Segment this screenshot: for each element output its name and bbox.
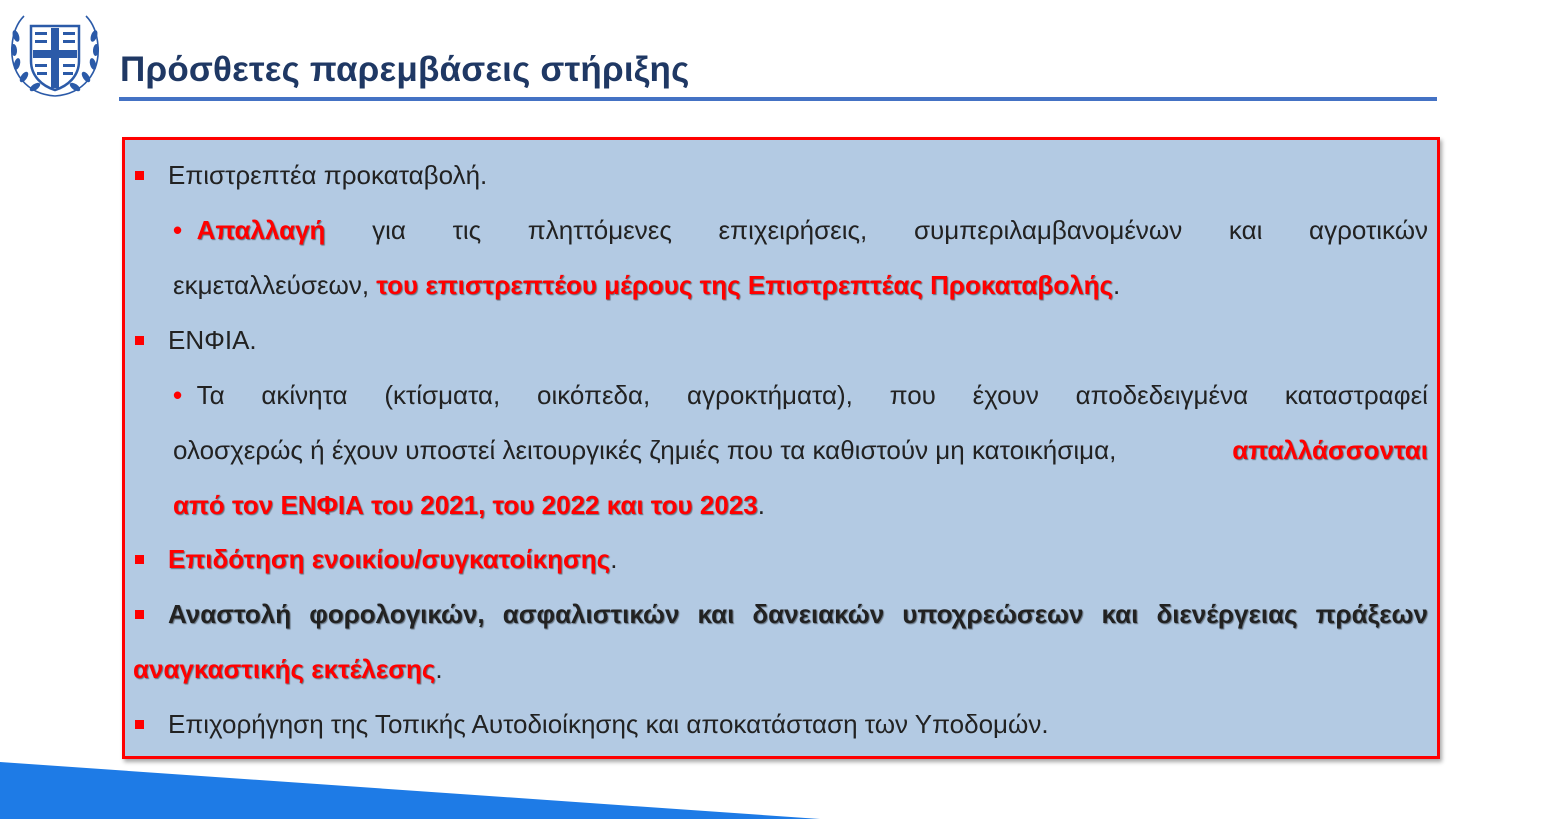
footer-band — [0, 757, 820, 819]
list-item-1: Επιστρεπτέα προκαταβολή. — [168, 160, 488, 190]
list-subitem-1-line-1: • Απαλλαγή για τις πληττόμενες επιχειρήσεις, συμπεριλαμβανομένων και αγροτικών — [173, 215, 1428, 245]
list-item-5: Επιχορήγηση της Τοπικής Αυτοδιοίκησης και αποκατάσταση των Υποδομών. — [168, 709, 1049, 739]
title-underline — [119, 97, 1437, 101]
page-title: Πρόσθετες παρεμβάσεις στήριξης — [120, 50, 690, 89]
square-bullet-icon — [135, 720, 144, 729]
square-bullet-icon — [135, 171, 144, 180]
square-bullet-icon — [135, 555, 144, 564]
list-subitem-1-line-2: εκμεταλλεύσεων, του επιστρεπτέου μέρους της Επιστρεπτέας Προκαταβολής. — [173, 270, 1121, 300]
list-item-4-line-2: αναγκαστικής εκτέλεσης. — [133, 654, 443, 684]
list-subitem-2-line-2: ολοσχερώς ή έχουν υποστεί λειτουργικές ζημιές που τα καθιστούν μη κατοικήσιμα, απαλλάσσονται — [173, 435, 1428, 465]
list-item-3: Επιδότηση ενοικίου/συγκατοίκησης. — [168, 544, 618, 574]
content-box — [122, 137, 1440, 759]
emphasis-text: Επιδότηση ενοικίου/συγκατοίκησης — [168, 544, 611, 574]
list-subitem-2-line-1: • Τα ακίνητα (κτίσματα, οικόπεδα, αγροκτήματα), που έχουν αποδεδειγμένα καταστραφεί — [173, 380, 1428, 410]
square-bullet-icon — [135, 336, 144, 345]
list-item-4-line-1: Αναστολή φορολογικών, ασφαλιστικών και δανειακών υποχρεώσεων και διενέργειας πράξεων — [168, 599, 1428, 629]
emphasis-text: Απαλλαγή — [196, 215, 326, 245]
hellenic-republic-emblem-icon — [6, 6, 104, 102]
emphasis-text: αναγκαστικής εκτέλεσης — [133, 654, 436, 684]
emphasis-text: απαλλάσσονται — [1232, 435, 1428, 465]
dot-bullet-icon: • — [173, 380, 183, 410]
emphasis-text: από τον ΕΝΦΙΑ του 2021, του 2022 και του 2023 — [173, 490, 758, 520]
square-bullet-icon — [135, 610, 144, 619]
emphasis-text: του επιστρεπτέου μέρους της Επιστρεπτέας Προκαταβολής — [376, 270, 1113, 300]
list-item-2: ΕΝΦΙΑ. — [168, 325, 257, 355]
dot-bullet-icon: • — [173, 215, 183, 245]
list-subitem-2-line-3: από τον ΕΝΦΙΑ του 2021, του 2022 και του 2023. — [173, 490, 765, 520]
